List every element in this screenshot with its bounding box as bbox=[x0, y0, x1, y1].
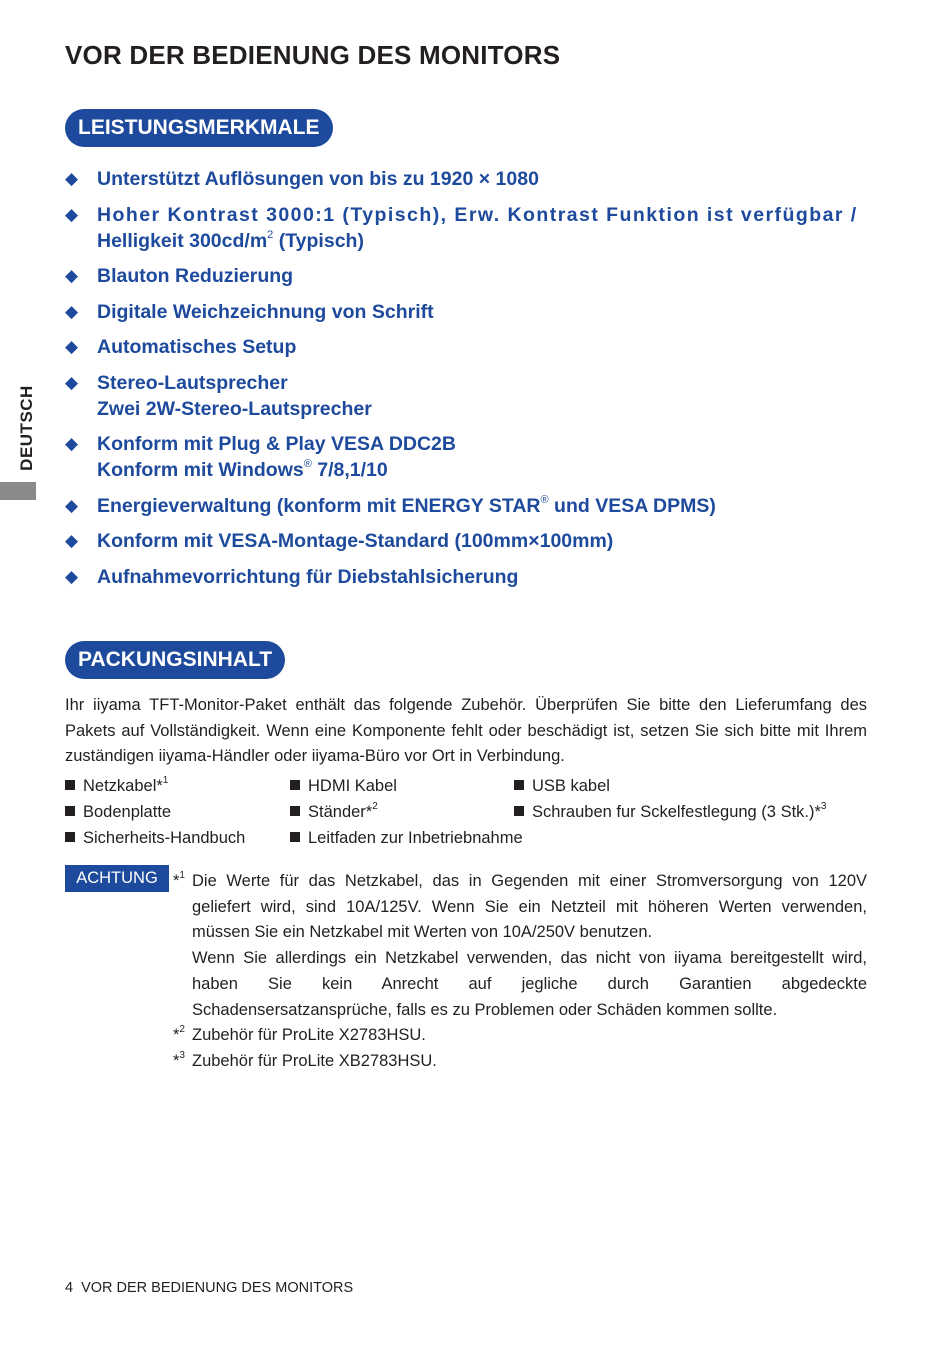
footnote-text: Wenn Sie allerdings ein Netzkabel verwenden, das nicht von iiyama bereitgestellt wird, haben Sie kein Anrecht auf jegliche durch Garantien abgedeckte Schadensersatzansprüche, falls es zu Problemen oder Schäden kommen sollte. bbox=[192, 949, 867, 1019]
footer-title: VOR DER BEDIENUNG DES MONITORS bbox=[81, 1280, 354, 1296]
package-heading: PACKUNGSINHALT bbox=[65, 641, 285, 679]
footnote-marker: *$^2$ bbox=[173, 1024, 185, 1045]
footnote-2 bbox=[170, 1023, 870, 1049]
square-bullet-icon bbox=[65, 832, 75, 842]
features-heading: LEISTUNGSMERKMALE bbox=[65, 109, 333, 147]
diamond-bullet-icon: ◆ bbox=[65, 531, 79, 550]
package-item: Sicherheits-Handbuch bbox=[65, 826, 245, 851]
page-footer bbox=[65, 1280, 361, 1296]
diamond-bullet-icon: ◆ bbox=[65, 266, 79, 285]
feature-item: ◆ Digitale Weichzeichnung von Schrift bbox=[65, 300, 434, 323]
caution-label: ACHTUNG bbox=[65, 865, 169, 892]
package-intro-text: Ihr iiyama TFT-Monitor-Paket enthält das folgende Zubehör. Überprüfen Sie bitte den Lieferumfang des Pakets auf Vollständigkeit. Wenn eine Komponente fehlt oder beschädigt ist, setzen Sie sich bitte mit Ihrem zuständigen iiyama-Händler oder iiyama-Büro vor Ort in Verbindung. bbox=[65, 696, 867, 766]
package-item: USB kabel bbox=[514, 774, 610, 799]
feature-item: ◆ Energieverwaltung (konform mit ENERGY STAR® und VESA DPMS) bbox=[65, 493, 716, 517]
feature-item: ◆ Blauton Reduzierung bbox=[65, 265, 294, 287]
footnote-1 bbox=[170, 869, 870, 1023]
package-item: Ständer*$^2$ bbox=[290, 800, 378, 825]
square-bullet-icon bbox=[514, 806, 524, 816]
diamond-bullet-icon: ◆ bbox=[65, 337, 79, 356]
side-language-tab bbox=[0, 482, 36, 500]
side-language-label: DEUTSCH bbox=[17, 385, 36, 471]
diamond-bullet-icon: ◆ bbox=[65, 434, 79, 453]
footnote-text: Zubehör für ProLite X2783HSU. bbox=[192, 1026, 426, 1045]
diamond-bullet-icon: ◆ bbox=[65, 169, 79, 188]
square-bullet-icon bbox=[514, 780, 524, 790]
diamond-bullet-icon: ◆ bbox=[65, 495, 79, 515]
package-item: Leitfaden zur Inbetriebnahme bbox=[290, 826, 523, 851]
page-title: VOR DER BEDIENUNG DES MONITORS bbox=[65, 40, 561, 70]
feature-item: ◆ Stereo-Lautsprecher Zwei 2W-Stereo-Lautsprecher bbox=[65, 371, 372, 420]
square-bullet-icon bbox=[290, 780, 300, 790]
square-bullet-icon bbox=[290, 806, 300, 816]
diamond-bullet-icon: ◆ bbox=[65, 204, 79, 224]
footnote-3 bbox=[170, 1049, 870, 1075]
feature-item: ◆ Aufnahmevorrichtung für Diebstahlsicherung bbox=[65, 565, 519, 588]
package-item: Bodenplatte bbox=[65, 800, 171, 825]
diamond-bullet-icon: ◆ bbox=[65, 301, 79, 321]
square-bullet-icon bbox=[290, 832, 300, 842]
package-item: Schrauben fur Sckelfestlegung (3 Stk.)*$^3$ bbox=[514, 800, 826, 825]
package-item: HDMI Kabel bbox=[290, 774, 397, 799]
diamond-bullet-icon: ◆ bbox=[65, 372, 79, 392]
footnote-text: Die Werte für das Netzkabel, das in Gegenden mit einer Stromversorgung von 120V geliefert wird, sind 10A/125V. Wenn Sie ein Netzteil mit höheren Werten verwenden, müssen Sie ein Netzkabel mit Werten von 10A/250V benutzen. bbox=[192, 872, 867, 942]
caution-notes bbox=[170, 869, 870, 1075]
feature-item: ◆ Automatisches Setup bbox=[65, 336, 297, 358]
feature-item: ◆ Unterstützt Auflösungen von bis zu 1920 × 1080 bbox=[65, 168, 539, 190]
footnote-marker: *$^3$ bbox=[173, 1049, 185, 1070]
package-item: Netzkabel*$^1$ bbox=[65, 774, 168, 799]
page-number: 4 bbox=[65, 1280, 74, 1296]
features-list bbox=[65, 166, 867, 599]
footnote-marker: *$^1$ bbox=[173, 870, 185, 890]
diamond-bullet-icon: ◆ bbox=[65, 566, 79, 586]
footnote-text: Zubehör für ProLite XB2783HSU. bbox=[192, 1051, 437, 1070]
square-bullet-icon bbox=[65, 806, 75, 816]
square-bullet-icon bbox=[65, 780, 75, 790]
feature-item: ◆ Konform mit VESA-Montage-Standard (100mm×100mm) bbox=[65, 530, 614, 552]
feature-item: ◆ Konform mit Plug & Play VESA DDC2B Konform mit Windows® 7/8,1/10 bbox=[65, 433, 456, 481]
feature-item: ◆ Hoher Kontrast 3000:1 (Typisch), Erw. Kontrast Funktion ist verfügbar / Helligkeit $300cd/m^2$ (Typisch) bbox=[65, 203, 858, 252]
